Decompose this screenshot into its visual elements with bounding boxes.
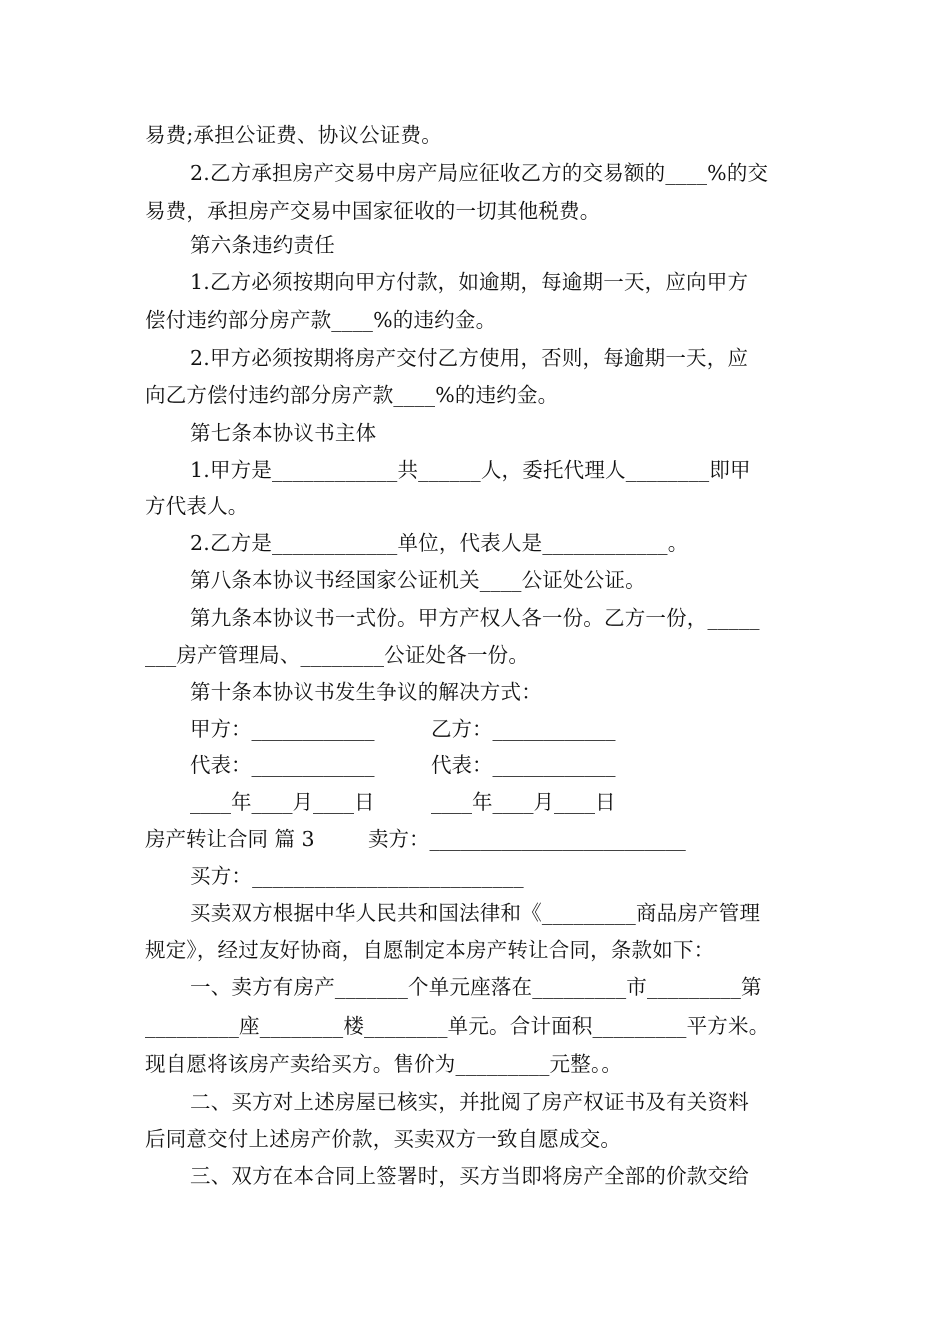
paragraph-line: 偿付违约部分房产款____%的违约金。 [145, 308, 497, 332]
paragraph-line: 现自愿将该房产卖给买方。售价为_________元整。。 [145, 1052, 623, 1076]
buyer-field: 买方：__________________________ [190, 864, 524, 888]
paragraph-line: 2.乙方是____________单位，代表人是____________。 [190, 531, 689, 555]
paragraph-line: ___房产管理局、________公证处各一份。 [145, 643, 530, 667]
party-b-date: ____年____月____日 [431, 790, 616, 814]
section-heading: 第六条违约责任 [190, 233, 335, 257]
party-a-date: ____年____月____日 [190, 790, 375, 814]
paragraph-line: 二、买方对上述房屋已核实，并批阅了房产权证书及有关资料 [190, 1090, 749, 1114]
paragraph-line: 方代表人。 [145, 494, 249, 518]
paragraph-line: 买卖双方根据中华人民共和国法律和《_________商品房产管理 [190, 901, 761, 925]
paragraph-line: 三、双方在本合同上签署时，买方当即将房产全部的价款交给 [190, 1164, 749, 1188]
party-a-representative: 代表：____________ [190, 753, 375, 777]
paragraph-line: _________座________楼________单元。合计面积_________平方米。 [145, 1014, 770, 1038]
paragraph-line: 后同意交付上述房产价款，买卖双方一致自愿成交。 [145, 1127, 622, 1151]
party-b-representative: 代表：____________ [431, 753, 616, 777]
party-b-signature: 乙方：____________ [431, 717, 616, 741]
section-heading: 第十条本协议书发生争议的解决方式： [190, 680, 542, 704]
paragraph-line: 一、卖方有房产_______个单元座落在_________市_________第 [190, 975, 762, 999]
paragraph-line: 第九条本协议书一式份。甲方产权人各一份。乙方一份，_____ [190, 606, 760, 630]
paragraph-line: 规定》，经过友好协商，自愿制定本房产转让合同，条款如下： [145, 938, 715, 962]
paragraph-line: 2.乙方承担房产交易中房产局应征收乙方的交易额的____%的交 [190, 161, 769, 185]
document-title: 房产转让合同 篇 3 [145, 827, 315, 851]
paragraph-line: 1.乙方必须按期向甲方付款，如逾期，每逾期一天，应向甲方 [190, 270, 749, 294]
section-heading: 第七条本协议书主体 [190, 421, 377, 445]
seller-field: 卖方：_________________________ [368, 827, 686, 851]
paragraph-line: 向乙方偿付违约部分房产款____%的违约金。 [145, 383, 559, 407]
party-a-signature: 甲方：____________ [190, 717, 375, 741]
paragraph-line: 2.甲方必须按期将房产交付乙方使用，否则，每逾期一天，应 [190, 346, 749, 370]
paragraph-line: 1.甲方是____________共______人，委托代理人________即甲 [190, 458, 751, 482]
paragraph-line: 易费;承担公证费、协议公证费。 [145, 123, 442, 147]
paragraph-line: 易费，承担房产交易中国家征收的一切其他税费。 [145, 199, 601, 223]
paragraph-line: 第八条本协议书经国家公证机关____公证处公证。 [190, 568, 646, 592]
